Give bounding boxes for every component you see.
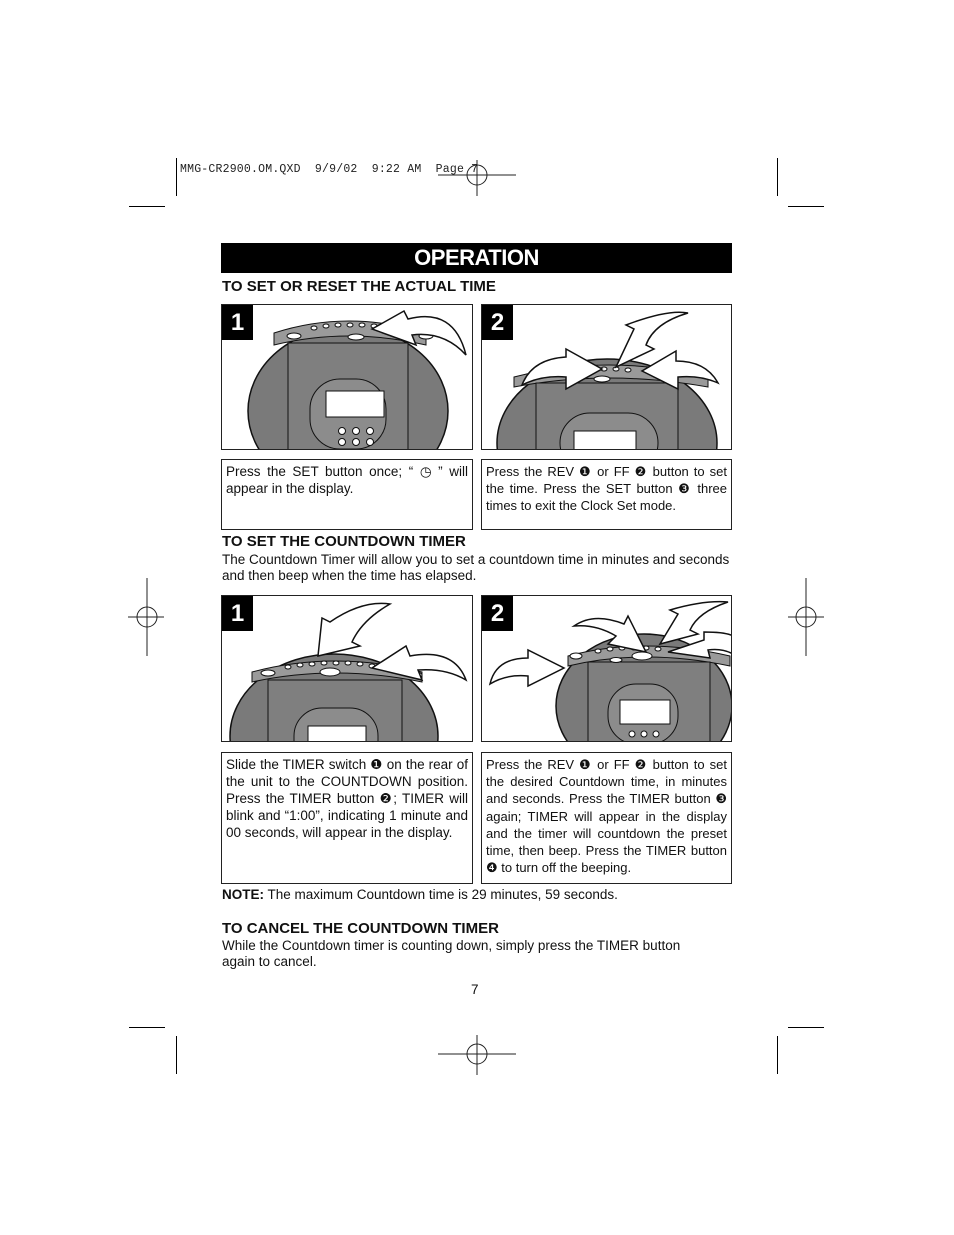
crop-mark [129,1027,165,1028]
section-intro: The Countdown Timer will allow you to set a countdown time in minutes and seconds and then beep when the time has elapsed. [222,552,730,583]
step-number: 1 [222,305,253,340]
registration-mark-icon [788,578,824,656]
page-title: OPERATION [221,243,732,273]
section-body: While the Countdown timer is counting down, simply press the TIMER button again to cancel. [222,938,681,969]
step-caption: Slide the TIMER switch ❶ on the rear of the unit to the COUNTDOWN position. Press the TIMER button ❷; TIMER will blink and “1:00”, indicating 1 minute and 00 seconds, will appear in the display. [221,752,473,884]
illustration-countdown-step-1 [221,595,473,742]
crop-mark [777,1036,778,1074]
section-heading-countdown-timer: TO SET THE COUNTDOWN TIMER [222,533,466,550]
note [222,887,618,902]
registration-mark-icon [438,160,516,196]
illustration-set-time-step-2 [481,304,732,450]
step-caption: Press the REV ❶ or FF ❷ button to set the time. Press the SET button ❸ three times to exit the Clock Set mode. [481,459,732,530]
crop-mark [777,158,778,196]
crop-mark [176,158,177,196]
step-number: 2 [482,305,513,340]
crop-mark [129,206,165,207]
crop-mark [788,1027,824,1028]
page-number: 7 [471,982,479,997]
registration-mark-icon [128,578,164,656]
step-number: 1 [222,596,253,631]
note-text: The maximum Countdown time is 29 minutes, 59 seconds. [264,887,618,902]
step-number: 2 [482,596,513,631]
registration-mark-icon [438,1035,516,1075]
note-label: NOTE: [222,887,264,902]
section-heading-cancel-timer: TO CANCEL THE COUNTDOWN TIMER [222,920,499,937]
illustration-set-time-step-1 [221,304,473,450]
crop-mark [176,1036,177,1074]
step-caption: Press the SET button once; “ ◷ ” will appear in the display. [221,459,473,530]
section-heading-set-time: TO SET OR RESET THE ACTUAL TIME [222,278,496,295]
illustration-countdown-step-2 [481,595,732,742]
step-caption: Press the REV ❶ or FF ❷ button to set the desired Countdown time, in minutes and seconds. Press the TIMER button ❸ again; TIMER will appear in the display and the timer will countdown the preset time, then beep. Press the TIMER button ❹ to turn off the beeping. [481,752,732,884]
crop-mark [788,206,824,207]
printer-slug: MMG-CR2900.OM.QXD 9/9/02 9:22 AM Page 7 [180,163,479,176]
